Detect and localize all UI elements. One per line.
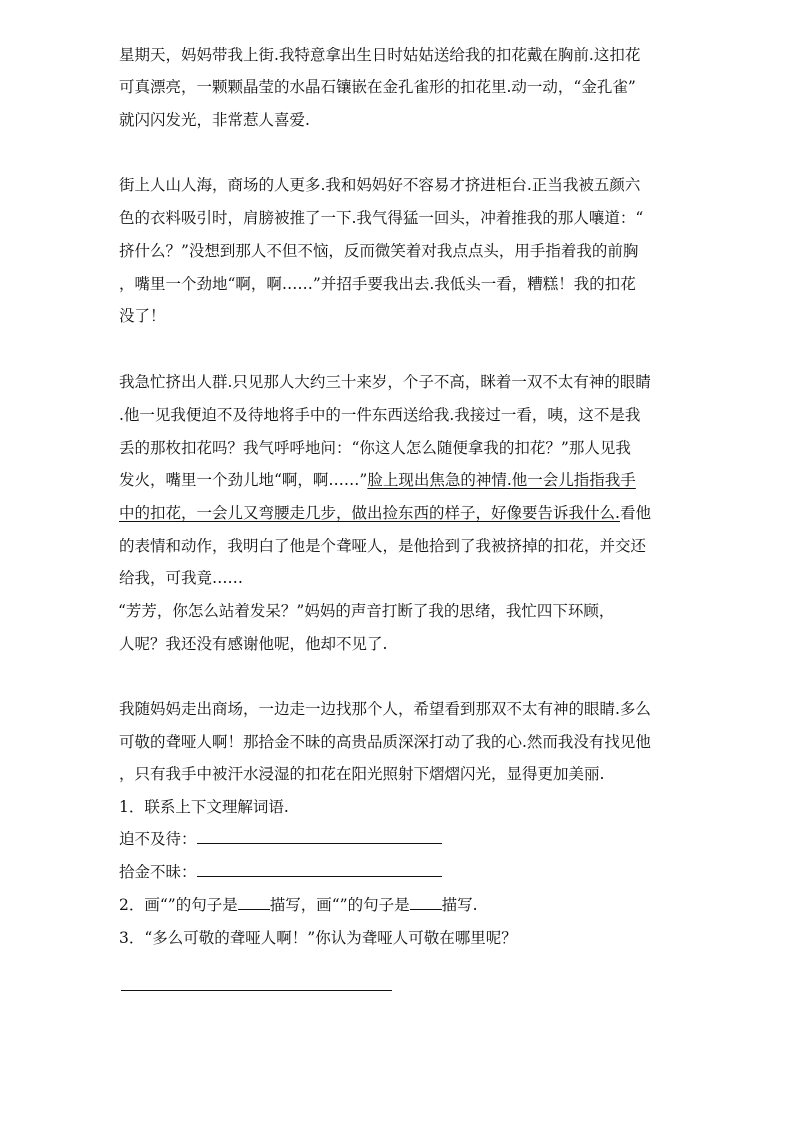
paragraph3-line-9: 人呢？我还没有感谢他呢，他却不见了. [119, 635, 388, 653]
answer-blank-1a[interactable] [197, 829, 442, 844]
underlined-sentence-2-end: 中的扣花，一会儿又弯腰走几步，做出捡东西的样子，好像要告诉我什么. [119, 504, 620, 522]
paragraph4-line-1: 我随妈妈走出商场，一边走一边找那个人，希望看到那双不太有神的眼睛.多么 [119, 700, 651, 718]
paragraph3-line-1: 我急忙挤出人群.只见那人大约三十来岁，个子不高，眯着一双不太有神的眼睛 [119, 373, 651, 391]
question-2-part-3: 描写. [441, 896, 478, 914]
question-3: 3．“多么可敬的聋哑人啊！”你认为聋哑人可敬在哪里呢？ [119, 929, 517, 947]
question-1a [119, 829, 442, 849]
paragraph4-line-3: ，只有我手中被汗水浸湿的扣花在阳光照射下熠熠闪光，显得更加美丽. [119, 765, 605, 783]
question-1a-label: 迫不及待： [119, 830, 197, 848]
paragraph1-line-3: 就闪闪发光，非常惹人喜爱. [119, 111, 310, 129]
paragraph3-line-4 [119, 470, 636, 490]
paragraph2-line-5: 没了！ [119, 307, 166, 325]
paragraph2-line-1: 街上人山人海，商场的人更多.我和妈妈好不容易才挤进柜台.正当我被五颜六 [119, 176, 641, 194]
paragraph3-line-5-text: 看他 [619, 504, 651, 522]
question-2-part-2: 描写，画“”的句子是 [269, 896, 410, 914]
paragraph2-line-3: 挤什么？”没想到那人不但不恼，反而微笑着对我点点头，用手指着我的前胸 [119, 242, 639, 260]
paragraph4-line-2: 可敬的聋哑人啊！那拾金不昧的高贵品质深深打动了我的心.然而我没有找见他 [119, 733, 651, 751]
underlined-sentence-1: 脸上现出焦急的神情. [367, 471, 512, 489]
question-2-part-1: 2．画“”的句子是 [119, 896, 238, 914]
paragraph2-line-4: ，嘴里一个劲地“啊，啊……”并招手要我出去.我低头一看，糟糕！我的扣花 [119, 275, 636, 293]
paragraph2-line-2: 色的衣料吸引时，肩膀被推了一下.我气得猛一回头，冲着推我的那人嚷道：“ [119, 209, 644, 227]
paragraph3-line-5 [119, 503, 651, 523]
paragraph3-line-7: 给我，可我竟…… [119, 569, 244, 587]
paragraph3-line-3: 丢的那枚扣花吗？我气呼呼地问：“你这人怎么随便拿我的扣花？”那人见我 [119, 439, 631, 457]
paragraph1-line-2: 可真漂亮，一颗颗晶莹的水晶石镶嵌在金孔雀形的扣花里.动一动，“金孔雀” [119, 78, 636, 96]
question-2 [119, 895, 478, 915]
paragraph3-line-6: 的表情和动作，我明白了他是个聋哑人，是他拾到了我被挤掉的扣花，并交还 [119, 537, 647, 555]
paragraph3-line-4-text: 发火，嘴里一个劲儿地“啊，啊……” [119, 471, 368, 489]
paragraph3-line-2: .他一见我便迫不及待地将手中的一件东西送给我.我接过一看，咦，这不是我 [119, 406, 641, 424]
underlined-sentence-2-start: 他一会儿指指我手 [511, 471, 636, 489]
answer-line-3[interactable] [121, 990, 392, 991]
answer-blank-1b[interactable] [197, 862, 442, 877]
paragraph3-line-8: “芳芳，你怎么站着发呆？”妈妈的声音打断了我的思绪，我忙四下环顾， [118, 602, 615, 620]
question-1b-label: 拾金不昧： [119, 863, 197, 881]
answer-blank-2b[interactable] [410, 895, 442, 910]
question-1: 1．联系上下文理解词语. [119, 798, 289, 816]
answer-blank-2a[interactable] [238, 895, 270, 910]
paragraph1-line-1: 星期天，妈妈带我上街.我特意拿出生日时姑姑送给我的扣花戴在胸前.这扣花 [119, 46, 641, 64]
question-1b [119, 862, 442, 882]
